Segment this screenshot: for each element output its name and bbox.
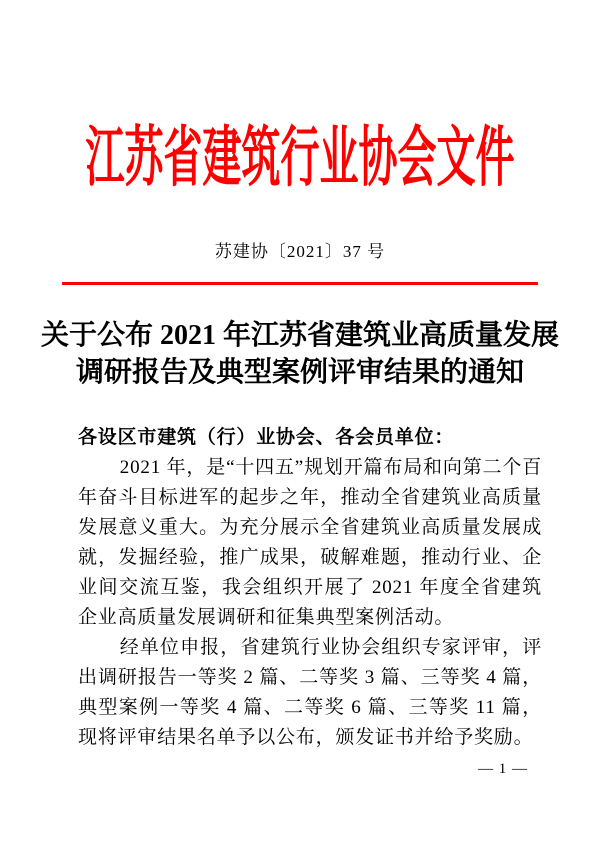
page-number: — 1 —	[478, 761, 528, 777]
document-title-line-2: 调研报告及典型案例评审结果的通知	[75, 357, 524, 388]
document-title	[30, 317, 570, 391]
document-body	[78, 423, 542, 753]
document-header-title: 江苏省建筑行业协会文件	[85, 122, 515, 195]
document-title-line-1: 关于公布 2021 年江苏省建筑业高质量发展	[40, 320, 559, 351]
document-number: 苏建协〔2021〕37 号	[214, 242, 386, 261]
salutation-line: 各设区市建筑（行）业协会、各会员单位：	[78, 427, 455, 448]
body-paragraph: 2021 年，是“十四五”规划开篇布局和向第二个百年奋斗目标进军的起步之年，推动全省建筑业高质量发展意义重大。为充分展示全省建筑业高质量发展成就，发掘经验，推广成果，破解难题，推动行业、企业间交流互鉴，我会组织开展了 2021 年度全省建筑企业高质量发展调研和征集典型案例活动。	[78, 457, 542, 628]
red-divider-line	[62, 282, 538, 285]
body-paragraph: 经单位申报，省建筑行业协会组织专家评审，评出调研报告一等奖 2 篇、二等奖 3 篇、三等奖 4 篇，典型案例一等奖 4 篇、二等奖 6 篇、三等奖 11 篇，现将评审结果名单予以公布，颁发证书并给予奖励。	[78, 637, 542, 748]
